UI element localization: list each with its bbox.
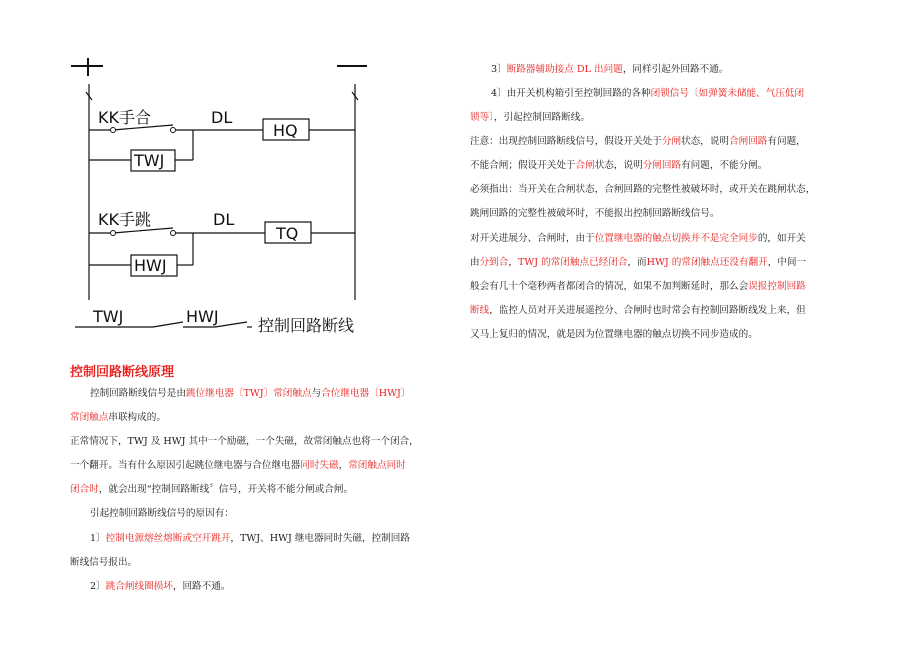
hwj-nc-contact bbox=[215, 322, 247, 327]
para-2-line-1: 正常情况下，TWJ 及 HWJ 其中一个励磁，一个失磁，故常闭触点也将一个闭合， bbox=[70, 436, 419, 447]
note-2-line-1: 必须指出：当开关在合闸状态，合闸回路的完整性被破坏时，或开关在跳闸状态， bbox=[470, 184, 816, 195]
note-3-line-3: 般会有几十个毫秒两者都闭合的情况，如果不加判断延时，那么会误报控制回路 bbox=[470, 281, 806, 292]
kk-trip-contact-dot-left bbox=[111, 231, 116, 236]
kk-close-contact-dot-left bbox=[111, 128, 116, 133]
control-circuit-diagram bbox=[0, 0, 460, 345]
tq-label: TQ bbox=[276, 224, 299, 243]
kk-close-label: KK手合 bbox=[98, 108, 151, 127]
hwj-label: HWJ bbox=[134, 256, 167, 275]
kk-close-contact-dot-right bbox=[171, 128, 176, 133]
twj-label: TWJ bbox=[134, 151, 165, 170]
note-3-line-4: 断线，监控人员对开关进展遥控分、合闸时也时常会有控制回路断线发上来，但 bbox=[470, 305, 806, 316]
note-1-line-1: 注意：出现控制回路断线信号，假设开关处于分闸状态，说明合闸回路有问题， bbox=[470, 136, 806, 147]
note-2-line-2: 跳闸回路的完整性被破坏时，不能报出控制回路断线信号。 bbox=[470, 208, 720, 219]
note-3-line-2: 由分到合，TWJ 的常闭触点已经闭合，而HWJ 的常闭触点还没有翻开，中间一 bbox=[470, 257, 807, 268]
item-3: 3〕断路器辅助接点 DL 出问题，同样引起外回路不通。 bbox=[491, 64, 729, 75]
hq-label: HQ bbox=[273, 121, 298, 140]
item-1-line-2: 断线信号报出。 bbox=[70, 557, 138, 568]
diagram-caption: 控制回路断线 bbox=[258, 316, 355, 335]
dl-label-2: DL bbox=[213, 210, 235, 229]
kk-trip-contact-dot-right bbox=[171, 231, 176, 236]
kk-trip-label: KK手跳 bbox=[98, 210, 151, 229]
twj-nc-contact bbox=[153, 322, 183, 327]
note-1-line-2: 不能合闸；假设开关处于合闸状态，说明分闸回路有问题，不能分闸。 bbox=[470, 160, 768, 171]
para-2-line-3: 闭合时，就会出现“控制回路断线〞信号，开关将不能分闸或合闸。 bbox=[70, 484, 354, 495]
twj-bottom-label: TWJ bbox=[93, 307, 124, 326]
para-1-line-2: 常闭触点串联构成的。 bbox=[70, 412, 166, 423]
para-2-line-2: 一个翻开。当有什么原因引起跳位继电器与合位继电器同时失磁，常闭触点同时 bbox=[70, 460, 406, 471]
item-2: 2〕跳合闸线圈损坏，回路不通。 bbox=[90, 581, 231, 592]
item-1-line-1: 1〕控制电源熔丝熔断或空开跳开，TWJ、HWJ 继电器同时失磁，控制回路 bbox=[90, 533, 410, 544]
note-3-line-5: 又马上复归的情况，就是因为位置继电器的触点切换不同步造成的。 bbox=[470, 329, 758, 340]
para-1-line-1: 控制回路断线信号是由跳位继电器〔TWJ〕常闭触点与合位继电器〔HWJ〕 bbox=[90, 388, 411, 399]
item-4-line-2: 锁等〕，引起控制回路断线。 bbox=[470, 112, 590, 123]
item-4-line-1: 4〕由开关机构箱引至控制回路的各种闭锁信号〔如弹簧未储能、气压低闭 bbox=[491, 88, 805, 99]
para-3: 引起控制回路断线信号的原因有： bbox=[90, 508, 234, 519]
hwj-bottom-label: HWJ bbox=[186, 307, 219, 326]
note-3-line-1: 对开关进展分、合闸时，由于位置继电器的触点切换并不是完全同步的，如开关 bbox=[470, 233, 806, 244]
dl-label-1: DL bbox=[211, 108, 233, 127]
section-heading: 控制回路断线原理 bbox=[70, 365, 175, 380]
